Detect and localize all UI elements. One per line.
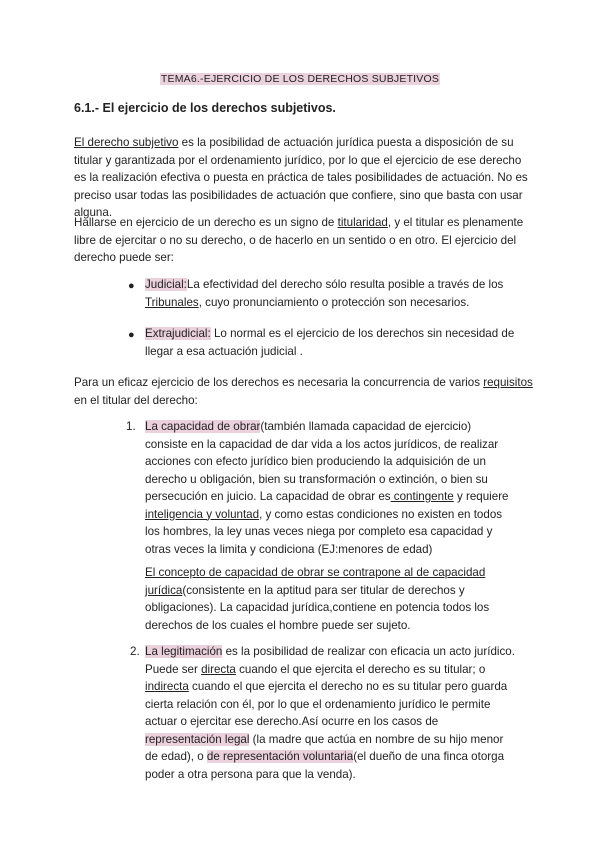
term-requisitos: requisitos <box>483 376 533 389</box>
paragraph-titularidad: Hallarse en ejercicio de un derecho es un signo de titularidad, y el titular es plenamente libre de ejercitar o no su derecho, o de hacerlo en un sentido o en otro. El ejercicio del derecho puede ser: <box>74 216 524 264</box>
document-title: TEMA6.-EJERCICIO DE LOS DERECHOS SUBJETIVOS <box>160 73 440 85</box>
bullet-dot: ● <box>128 329 135 341</box>
list-number: 2. <box>130 645 140 658</box>
term-titularidad: titularidad <box>337 216 388 229</box>
list-item-capacidad-juridica: El concepto de capacidad de obrar se contrapone al de capacidad jurídica(consistente en la aptitud para ser titular de derechos y obligaciones). La capacidad jurídica,contiene en potencia todos los derechos de los cuales el hombre puede ser sujeto. <box>145 566 490 632</box>
term-extrajudicial: Extrajudicial: <box>145 327 211 340</box>
bullet-judicial: Judicial:La efectividad del derecho sólo resulta posible a través de los Tribunales, cuyo pronunciamiento o protección son necesarios. <box>145 278 504 309</box>
paragraph-requisitos: Para un eficaz ejercicio de los derechos es necesaria la concurrencia de varios requisitos en el titular del derecho: <box>74 376 533 407</box>
section-heading: 6.1.- El ejercicio de los derechos subjetivos. <box>74 101 336 115</box>
term-legitimacion: La legitimación <box>145 645 223 658</box>
list-item-legitimacion: La legitimación es la posibilidad de realizar con eficacia un acto jurídico. Puede ser directa cuando el que ejercita el derecho es su titular; o indirecta cuando el que ejercita el derecho no es su titular pero guarda cierta relación con él, por lo que el ordenamiento jurídico le permite actuar o ejercitar ese derecho.Así ocurre en los casos de representación legal (la madre que actúa en nombre de su hijo menor de edad), o de representación voluntaria(el dueño de una finca otorga poder a otra persona para que la venda). <box>145 645 515 781</box>
term-capacidad-obrar: La capacidad de obrar <box>145 420 261 433</box>
bullet-extrajudicial: Extrajudicial: Lo normal es el ejercicio de los derechos sin necesidad de llegar a esa actuación judicial . <box>145 327 515 358</box>
list-item-capacidad-obrar: La capacidad de obrar(también llamada capacidad de ejercicio) consiste en la capacidad de dar vida a los actos jurídicos, de realizar acciones con efecto jurídico bien produciendo la adquisición de un derecho u obligación, bien su transformación o extinción, o bien su persecución en juicio. La capacidad de obrar es contingente y requiere inteligencia y voluntad, y como estas condiciones no existen en todos los hombres, la ley unas veces niega por completo esa capacidad y otras veces la limita y condiciona (EJ:menores de edad) <box>145 420 509 556</box>
term-capacidad-juridica: El concepto de capacidad de obrar se contrapone al de capacidad jurídica <box>145 566 486 597</box>
paragraph-definition: El derecho subjetivo es la posibilidad de actuación jurídica puesta a disposición de su titular y garantizada por el ordenamiento jurídico, por lo que el ejercicio de ese derecho es la realización efectiva o puesta en práctica de tales posibilidades de actuación. No es preciso usar todas las posibilidades de actuación que confiere, sino que basta con usar alguna. <box>74 136 528 219</box>
list-number: 1. <box>126 420 136 433</box>
bullet-dot: ● <box>128 280 135 292</box>
term-derecho-subjetivo: El derecho subjetivo <box>74 136 179 149</box>
term-judicial: Judicial: <box>145 278 187 291</box>
